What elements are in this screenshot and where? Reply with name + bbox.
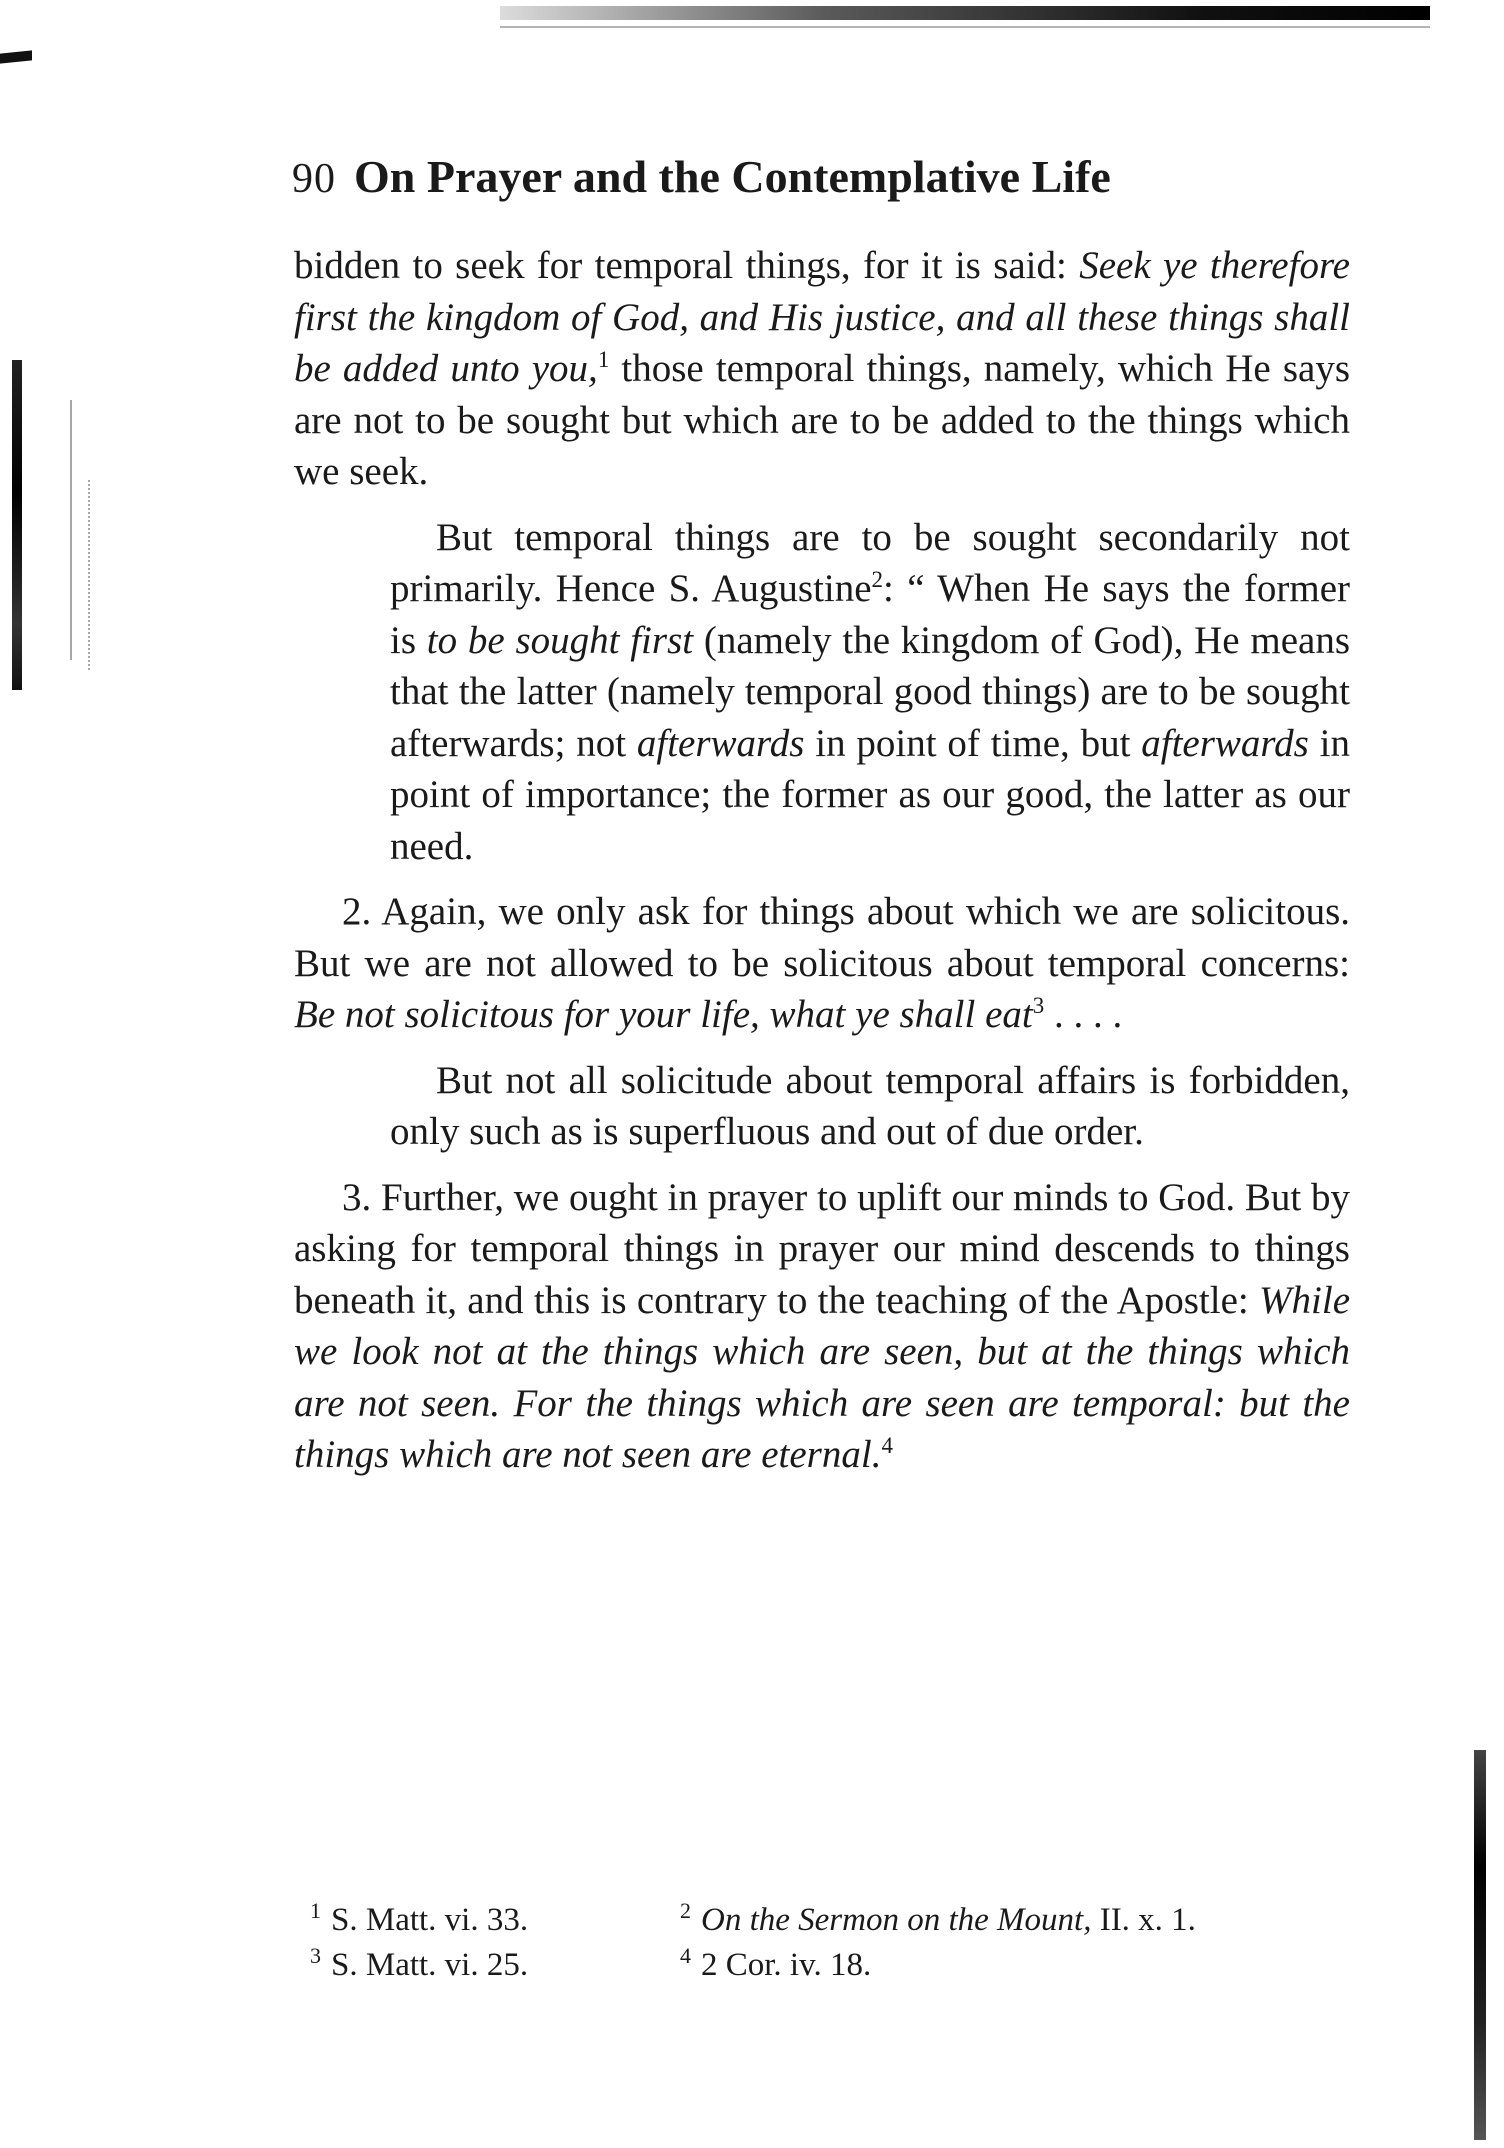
text-run: . . . . <box>1044 993 1123 1036</box>
footnote <box>680 1943 1360 1988</box>
reply-paragraph <box>390 512 1350 873</box>
footnote <box>310 1898 680 1943</box>
reply-paragraph <box>390 1055 1350 1158</box>
italic-text: afterwards <box>636 721 805 765</box>
page-number: 90 <box>292 156 336 202</box>
italic-text: to be sought first <box>426 618 694 662</box>
footnote <box>680 1898 1360 1943</box>
footnote-reference: 3 <box>1032 993 1045 1018</box>
text-run: II. x. 1. <box>1091 1902 1196 1938</box>
text-run: S. Matt. vi. 25. <box>331 1947 529 1983</box>
text-run: in point of time, but <box>804 721 1142 765</box>
text-run: 3. Further, we ought in prayer to uplift our minds to God. But by asking for temporal things in prayer our mind descends to things beneath it, and this is contrary to the teaching of the Apostle: <box>294 1175 1351 1322</box>
footnote-reference: 2 <box>871 567 884 592</box>
text-run: 2. Again, we only ask for things about which we are solicitous. But we are not allowed to be solicitous about temporal concerns: <box>294 890 1350 985</box>
italic-text: While we look not at the things which are seen, but at the things which are not seen. For the things which are seen are temporal: but the things which are not seen are eternal. <box>294 1278 1350 1476</box>
text-run: 2 Cor. iv. 18. <box>701 1947 872 1983</box>
footnote-number: 2 <box>680 1898 691 1923</box>
footnote-number: 4 <box>680 1943 691 1968</box>
italic-text: On the Sermon on the Mount, <box>701 1902 1092 1938</box>
footnote-number: 3 <box>310 1943 321 1968</box>
footnote-row <box>310 1943 1360 1988</box>
text-run: But temporal things are to be sought secondarily not primarily. Hence S. Augustine <box>390 515 1350 610</box>
text-run: bidden to seek for temporal things, for it is said: <box>294 244 1080 287</box>
text-run: But not all solicitude about temporal affairs is forbidden, only such as is superfluous and out of due order. <box>390 1058 1350 1153</box>
footnote <box>310 1943 680 1988</box>
italic-text: Be not solicitous for your life, what ye shall eat <box>294 993 1033 1036</box>
footnote-number: 1 <box>310 1898 321 1923</box>
italic-text: afterwards <box>1141 721 1309 765</box>
text-run: (namely the kingdom of God), He means that the latter (namely temporal good things) are to be sought afterwards; not <box>390 618 1351 765</box>
page-header <box>292 150 1352 230</box>
footnote-reference: 4 <box>881 1433 893 1458</box>
footnote-reference: 1 <box>597 347 610 372</box>
text-run: S. Matt. vi. 33. <box>331 1902 529 1938</box>
text-run: in point of importance; the former as our good, the latter as our need. <box>390 721 1350 868</box>
footnote-row <box>310 1898 1360 1943</box>
paragraph <box>294 240 1350 498</box>
text-run: those temporal things, namely, which He says are not to be sought but which are to be added to the things which we seek. <box>294 347 1350 493</box>
body-text <box>294 240 1350 1495</box>
objection-paragraph <box>294 886 1350 1041</box>
text-run: : “ When He says the former is <box>390 567 1350 662</box>
objection-paragraph <box>294 1172 1350 1481</box>
footnotes <box>310 1898 1360 1988</box>
italic-text: Seek ye therefore first the kingdom of God, and His justice, and all these things shall be added unto you, <box>294 244 1350 390</box>
running-title: On Prayer and the Contemplative Life <box>354 151 1111 202</box>
